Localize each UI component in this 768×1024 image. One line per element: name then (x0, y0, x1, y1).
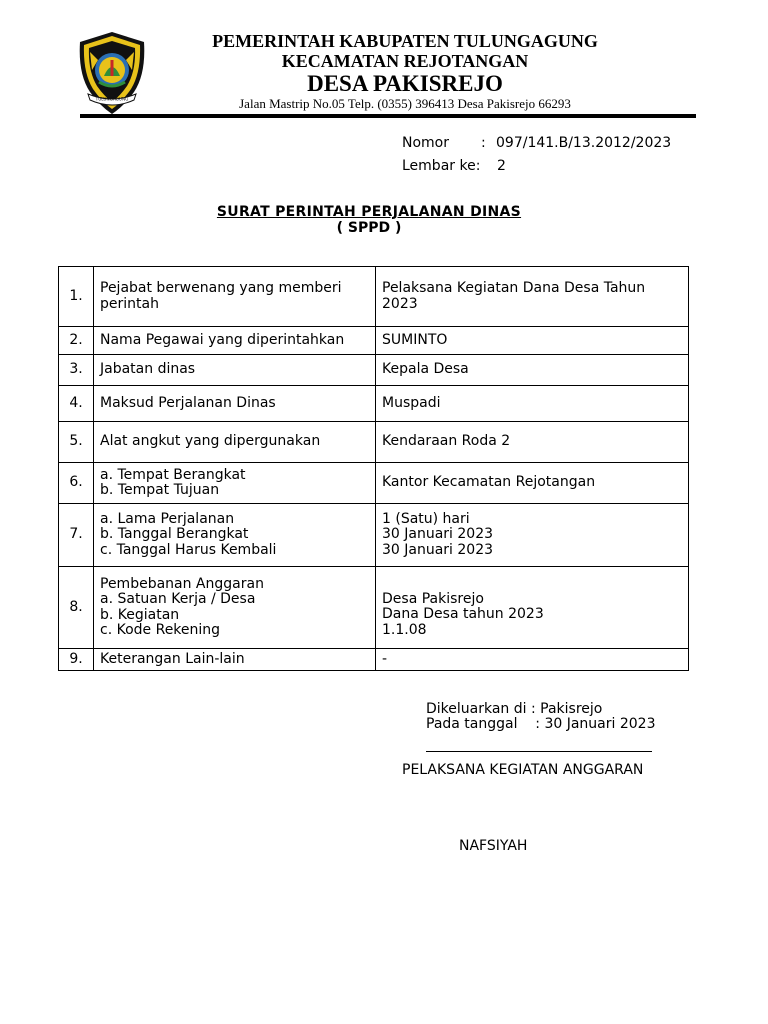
row-value (376, 386, 689, 422)
row-label-line: Maksud Perjalanan Dinas (100, 394, 276, 411)
row-label (94, 267, 376, 327)
signer-name: NAFSIYAH (459, 838, 528, 854)
row-value-line: 2023 (382, 295, 418, 312)
letterhead-district: KECAMATAN REJOTANGAN (281, 51, 529, 71)
row-label-line: b. Kegiatan (100, 606, 180, 623)
sppd-table (58, 266, 689, 671)
document-subtitle: ( SPPD ) (336, 220, 402, 236)
table-row (59, 386, 689, 422)
row-number: 9. (59, 649, 94, 671)
row-label-line: Keterangan Lain-lain (100, 650, 245, 667)
lembar-label: Lembar ke: (402, 158, 481, 174)
row-label-line: c. Kode Rekening (100, 622, 221, 638)
row-number: 2. (59, 327, 94, 355)
row-value (376, 504, 689, 567)
row-value (376, 649, 689, 671)
row-value (376, 463, 689, 504)
letterhead-government: PEMERINTAH KABUPATEN TULUNGAGUNG (212, 31, 598, 51)
row-label-line: Pejabat berwenang yang memberi (100, 280, 342, 296)
row-value-line: Kendaraan Roda 2 (382, 433, 511, 450)
row-value-line: 1 (Satu) hari (382, 510, 470, 527)
letterhead-address: Jalan Mastrip No.05 Telp. (0355) 396413 Desa Pakisrejo 66293 (239, 96, 571, 111)
row-label-line: perintah (100, 295, 159, 312)
row-label-line: Alat angkut yang dipergunakan (100, 433, 321, 450)
regency-coat-of-arms-logo (74, 30, 150, 116)
signature-rule (426, 751, 652, 752)
row-value-line: 1.1.08 (382, 621, 427, 638)
row-value-line: Dana Desa tahun 2023 (382, 606, 544, 623)
row-label (94, 649, 376, 671)
row-label-line: Pembebanan Anggaran (100, 575, 264, 592)
row-value-line: Pelaksana Kegiatan Dana Desa Tahun (382, 280, 646, 296)
row-number: 1. (59, 267, 94, 327)
row-value-line: Kantor Kecamatan Rejotangan (382, 474, 596, 491)
table-row (59, 567, 689, 649)
row-number: 4. (59, 386, 94, 422)
row-label-line: a. Lama Perjalanan (100, 510, 235, 527)
row-number: 6. (59, 463, 94, 504)
row-value-line: Desa Pakisrejo (382, 590, 484, 607)
letterhead-divider (80, 114, 696, 118)
document-title: SURAT PERINTAH PERJALANAN DINAS (216, 204, 522, 220)
nomor-label: Nomor (402, 135, 449, 151)
row-value (376, 267, 689, 327)
row-number: 5. (59, 422, 94, 463)
row-label (94, 567, 376, 649)
row-label (94, 504, 376, 567)
nomor-separator: : (481, 135, 486, 151)
row-label (94, 386, 376, 422)
row-value-line: 30 Januari 2023 (382, 526, 494, 543)
table-row (59, 422, 689, 463)
nomor-value: 097/141.B/13.2012/2023 (496, 135, 672, 151)
row-label-line: b. Tempat Tujuan (100, 482, 220, 498)
table-row (59, 504, 689, 567)
row-number: 8. (59, 567, 94, 649)
table-row (59, 327, 689, 355)
table-row (59, 649, 689, 671)
table-row (59, 463, 689, 504)
row-number: 3. (59, 355, 94, 386)
table-row (59, 355, 689, 386)
row-label-line: b. Tanggal Berangkat (100, 526, 249, 543)
row-number: 7. (59, 504, 94, 567)
row-label (94, 355, 376, 386)
issued-date: Pada tanggal : 30 Januari 2023 (426, 716, 656, 732)
row-label (94, 422, 376, 463)
lembar-value: 2 (497, 158, 506, 174)
issued-place: Dikeluarkan di : Pakisrejo (426, 701, 603, 717)
row-label-line: Nama Pegawai yang diperintahkan (100, 331, 345, 348)
row-label-line: a. Tempat Berangkat (100, 466, 246, 483)
row-label-line: a. Satuan Kerja / Desa (100, 591, 256, 607)
row-label-line: Jabatan dinas (100, 361, 196, 378)
row-value (376, 567, 689, 649)
row-value-line: Muspadi (382, 394, 441, 411)
row-value (376, 327, 689, 355)
row-value-line: - (382, 650, 388, 667)
row-value (376, 355, 689, 386)
logo-ribbon-text: TULUNGAGUNG (95, 96, 129, 102)
signer-position: PELAKSANA KEGIATAN ANGGARAN (402, 762, 644, 778)
table-row (59, 267, 689, 327)
row-value-line: Kepala Desa (382, 361, 469, 378)
row-value-line: SUMINTO (382, 331, 448, 348)
letterhead-village: DESA PAKISREJO (307, 71, 503, 96)
row-label (94, 327, 376, 355)
row-value (376, 422, 689, 463)
row-label (94, 463, 376, 504)
row-value-line: 30 Januari 2023 (382, 541, 494, 558)
row-label-line: c. Tanggal Harus Kembali (100, 541, 277, 558)
